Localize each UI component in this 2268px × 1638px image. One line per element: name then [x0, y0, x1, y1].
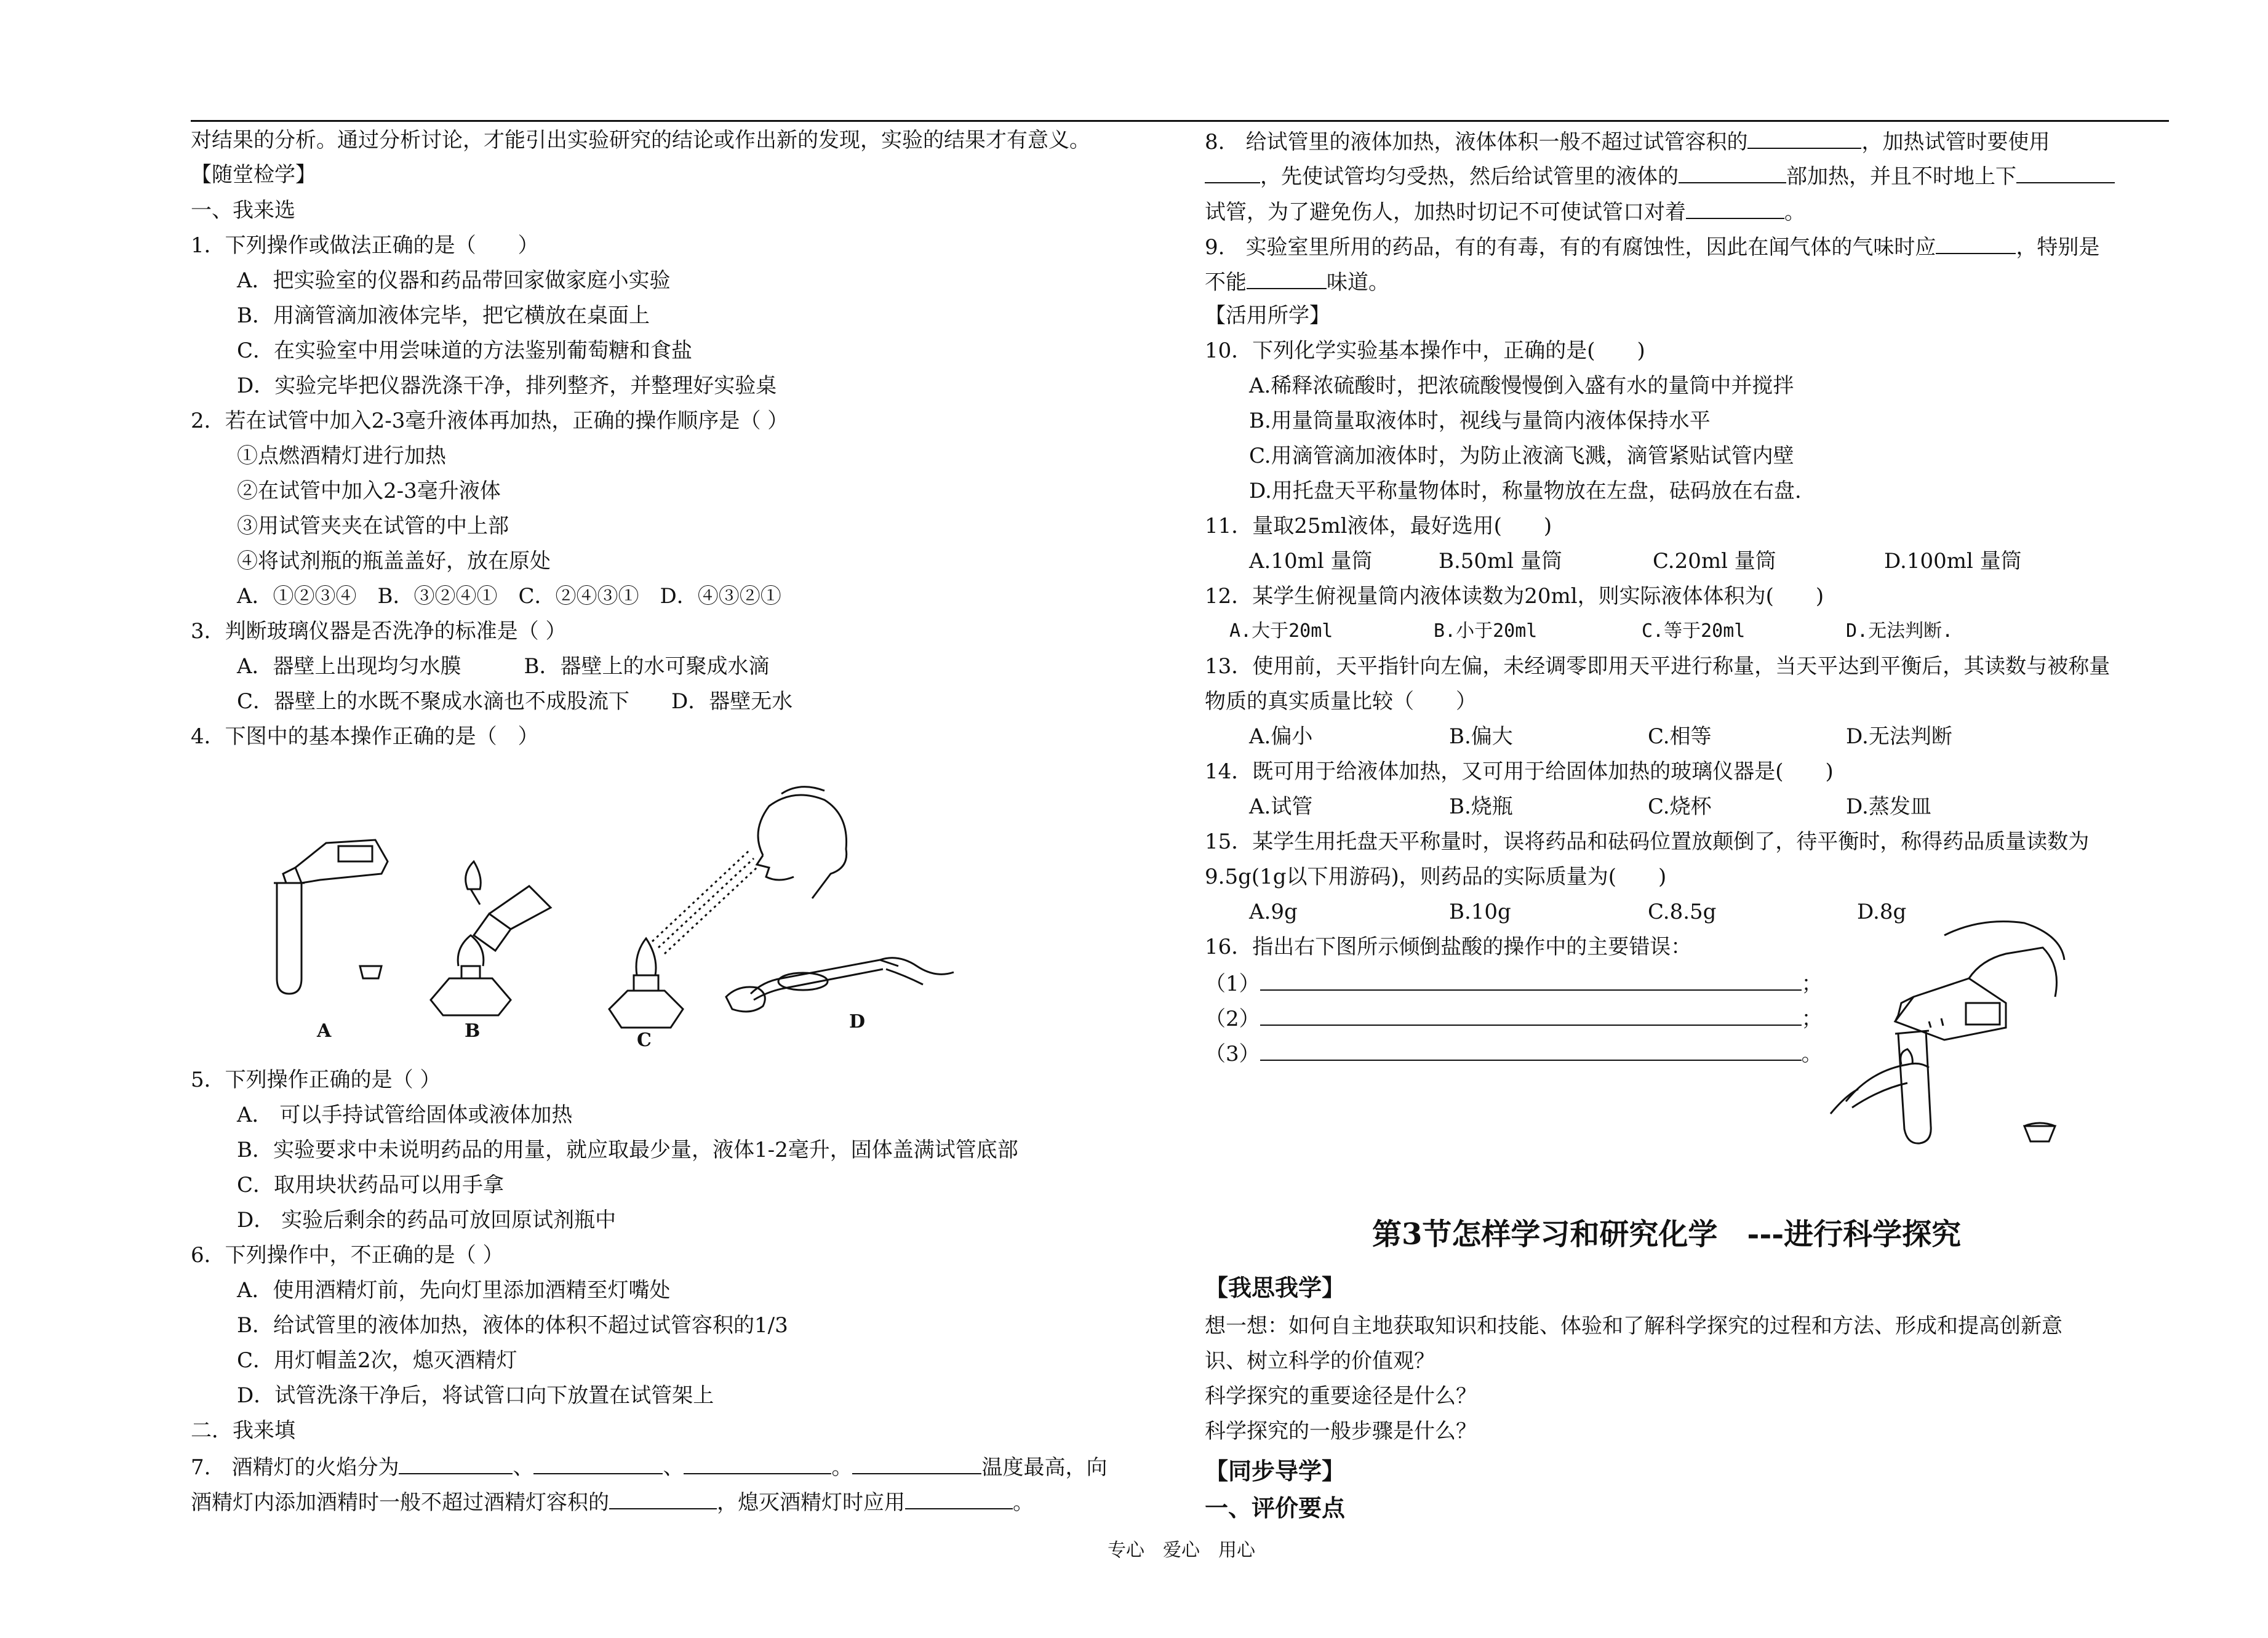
sync-point-1: 一、评价要点	[1205, 1494, 1346, 1522]
q10-option-c: C.用滴管滴加液体时，为防止液滴飞溅，滴管紧贴试管内壁	[1249, 444, 1794, 468]
q16-answer-2: （2） ；	[1205, 1005, 1823, 1031]
q13-option-c: C.相等	[1648, 724, 1712, 749]
figure-label-c: C	[637, 1029, 652, 1051]
figure-c-blowing	[609, 787, 847, 1028]
q16-blank-1[interactable]	[1260, 970, 1802, 991]
q4-stem: 4．下图中的基本操作正确的是（ ）	[191, 724, 539, 749]
q1-option-b: B．用滴管滴加液体完毕，把它横放在桌面上	[237, 303, 650, 328]
q6-option-b: B．给试管里的液体加热，液体的体积不超过试管容积的1/3	[237, 1313, 788, 1338]
q13-option-a: A.偏小	[1249, 724, 1313, 749]
q10-option-d: D.用托盘天平称量物体时，称量物放在左盘，砝码放在右盘.	[1249, 479, 1802, 503]
section-check-heading: 【随堂检学】	[191, 162, 316, 187]
q9-blank-1[interactable]	[1936, 233, 2016, 254]
q14-option-c: C.烧杯	[1648, 794, 1712, 819]
q8-blank-5[interactable]	[1686, 198, 1784, 219]
q15-stem-2: 9.5g(1g以下用游码)，则药品的实际质量为( )	[1205, 865, 1667, 889]
think-line-3: 科学探究的重要途径是什么？	[1205, 1384, 1477, 1408]
q15-option-d: D.8g	[1857, 900, 1907, 924]
figure-label-d: D	[849, 1011, 866, 1033]
section-sync-heading: 【同步导学】	[1205, 1457, 1346, 1485]
q12-option-c: C.等于20ml	[1642, 620, 1746, 642]
q1-option-d: D．实验完毕把仪器洗涤干净，排列整齐，并整理好实验桌	[237, 374, 777, 398]
q6-option-a: A．使用酒精灯前，先向灯里添加酒精至灯嘴处	[237, 1278, 671, 1303]
part2-heading: 二．我来填	[191, 1418, 295, 1443]
q3-options-ab: A．器壁上出现均匀水膜 B．器壁上的水可聚成水滴	[237, 654, 770, 679]
q7-line1: 7. 酒精灯的火焰分为 、 、 。 温度最高，向	[191, 1453, 1107, 1480]
q7-blank-4[interactable]	[852, 1453, 981, 1474]
q5-option-a: A． 可以手持试管给固体或液体加热	[237, 1103, 573, 1127]
q7-blank-3[interactable]	[684, 1453, 831, 1474]
q2-options: A．①②③④ B．③②④① C．②④③① D．④③②①	[237, 584, 781, 609]
q11-option-a: A.10ml 量筒	[1249, 549, 1373, 573]
figure-label-a: A	[317, 1020, 332, 1042]
q16-blank-2[interactable]	[1260, 1005, 1802, 1026]
q9-blank-2[interactable]	[1247, 268, 1327, 289]
q8-line1: 8. 给试管里的液体加热，液体体积一般不超过试管容积的 ，加热试管时要使用	[1205, 128, 2050, 154]
section-apply-heading: 【活用所学】	[1205, 303, 1330, 328]
q14-option-a: A.试管	[1249, 794, 1313, 819]
q16-answer-3: （3） 。	[1205, 1040, 1823, 1066]
q2-step-3: ③用试管夹夹在试管的中上部	[237, 514, 509, 538]
q12-option-d: D.无法判断.	[1846, 620, 1954, 642]
q7-blank-1[interactable]	[399, 1453, 513, 1474]
q9-line2: 不能 味道。	[1205, 268, 1389, 295]
q15-option-a: A.9g	[1249, 900, 1298, 924]
think-line-1: 想一想：如何自主地获取知识和技能、体验和了解科学探究的过程和方法、形成和提高创新意	[1205, 1314, 2062, 1338]
q16-figure	[1821, 911, 2098, 1157]
q12-stem: 12．某学生俯视量筒内液体读数为20ml，则实际液体体积为( )	[1205, 584, 1824, 609]
q8-blank-4[interactable]	[2016, 162, 2115, 183]
q16-blank-3[interactable]	[1260, 1040, 1802, 1061]
q7-blank-6[interactable]	[905, 1488, 1013, 1509]
q16-stem: 16．指出右下图所示倾倒盐酸的操作中的主要错误：	[1205, 935, 1692, 959]
q2-stem: 2．若在试管中加入2-3毫升液体再加热，正确的操作顺序是（ ）	[191, 409, 789, 433]
q5-option-b: B．实验要求中未说明药品的用量，就应取最少量，液体1-2毫升，固体盖满试管底部	[237, 1138, 1018, 1162]
q14-option-b: B.烧瓶	[1449, 794, 1513, 819]
q13-option-b: B.偏大	[1449, 724, 1513, 749]
figure-b-lamp	[431, 861, 551, 1015]
figure-d-heating	[726, 958, 954, 1012]
q10-option-a: A.稀释浓硫酸时，把浓硫酸慢慢倒入盛有水的量筒中并搅拌	[1249, 374, 1794, 398]
q7-blank-2[interactable]	[533, 1453, 663, 1474]
q13-stem-2: 物质的真实质量比较（ ）	[1205, 689, 1477, 714]
q13-option-d: D.无法判断	[1846, 724, 1952, 749]
part1-heading: 一、我来选	[191, 198, 295, 223]
q2-step-2: ②在试管中加入2-3毫升液体	[237, 479, 501, 503]
q15-option-b: B.10g	[1449, 900, 1511, 924]
q1-option-a: A．把实验室的仪器和药品带回家做家庭小实验	[237, 268, 671, 293]
q2-step-1: ①点燃酒精灯进行加热	[237, 444, 446, 468]
q10-option-b: B.用量筒量取液体时，视线与量筒内液体保持水平	[1249, 409, 1711, 433]
intro-text: 对结果的分析。通过分析讨论，才能引出实验研究的结论或作出新的发现，实验的结果才有意义。	[191, 128, 1090, 153]
figure-label-b: B	[465, 1020, 481, 1042]
q11-option-b: B.50ml 量筒	[1439, 549, 1562, 573]
think-line-4: 科学探究的一般步骤是什么？	[1205, 1419, 1477, 1444]
q5-option-c: C．取用块状药品可以用手拿	[237, 1173, 505, 1197]
think-line-2: 识、树立科学的价值观？	[1205, 1349, 1435, 1373]
q9-line1: 9. 实验室里所用的药品，有的有毒，有的有腐蚀性，因此在闻气体的气味时应 ，特别是	[1205, 233, 2099, 260]
q16-answer-1: （1） ；	[1205, 970, 1823, 996]
q8-blank-2[interactable]	[1205, 162, 1260, 183]
q7-blank-5[interactable]	[609, 1488, 717, 1509]
q14-stem: 14．既可用于给液体加热，又可用于给固体加热的玻璃仪器是( )	[1205, 759, 1834, 784]
top-rule	[191, 120, 2169, 122]
q1-option-c: C．在实验室中用尝味道的方法鉴别葡萄糖和食盐	[237, 338, 693, 363]
q3-stem: 3．判断玻璃仪器是否洗净的标准是（ ）	[191, 619, 567, 644]
q11-stem: 11．量取25ml液体，最好选用( )	[1205, 514, 1552, 538]
q12-option-a: A.大于20ml	[1229, 620, 1333, 642]
q5-stem: 5．下列操作正确的是（ ）	[191, 1068, 441, 1092]
q6-option-d: D．试管洗涤干净后，将试管口向下放置在试管架上	[237, 1383, 714, 1408]
q6-stem: 6．下列操作中，不正确的是（ ）	[191, 1243, 504, 1268]
q15-stem-1: 15．某学生用托盘天平称量时，误将药品和砝码位置放颠倒了，待平衡时，称得药品质量读数为	[1205, 829, 2090, 854]
q3-options-cd: C．器壁上的水既不聚成水滴也不成股流下 D．器壁无水	[237, 689, 793, 714]
figure-a-pouring	[274, 840, 388, 994]
q8-blank-3[interactable]	[1679, 162, 1786, 183]
q8-line2: ，先使试管均匀受热，然后给试管里的液体的 部加热，并且不时地上下	[1205, 162, 2115, 189]
q12-option-b: B.小于20ml	[1434, 620, 1538, 642]
q14-option-d: D.蒸发皿	[1846, 794, 1931, 819]
q10-stem: 10．下列化学实验基本操作中，正确的是( )	[1205, 338, 1645, 363]
section-title: 第3节怎样学习和研究化学 ---进行科学探究	[1372, 1217, 1962, 1252]
q8-line3: 试管，为了避免伤人，加热时切记不可使试管口对着 。	[1205, 198, 1805, 225]
q13-stem-1: 13．使用前，天平指针向左偏，未经调零即用天平进行称量，当天平达到平衡后，其读数与被称量	[1205, 654, 2110, 679]
q7-line2: 酒精灯内添加酒精时一般不超过酒精灯容积的 ，熄灭酒精灯时应用 。	[191, 1488, 1034, 1515]
q11-option-c: C.20ml 量筒	[1653, 549, 1776, 573]
q5-option-d: D． 实验后剩余的药品可放回原试剂瓶中	[237, 1208, 617, 1232]
q1-stem: 1．下列操作或做法正确的是（ ）	[191, 233, 539, 258]
q11-option-d: D.100ml 量筒	[1884, 549, 2022, 573]
q15-option-c: C.8.5g	[1648, 900, 1717, 924]
q6-option-c: C．用灯帽盖2次，熄灭酒精灯	[237, 1348, 517, 1373]
q2-step-4: ④将试剂瓶的瓶盖盖好，放在原处	[237, 549, 551, 573]
page-footer: 专心 爱心 用心	[1108, 1540, 1255, 1561]
q4-figure	[258, 781, 966, 1051]
q8-blank-1[interactable]	[1747, 128, 1861, 149]
section-think-heading: 【我思我学】	[1205, 1274, 1346, 1301]
